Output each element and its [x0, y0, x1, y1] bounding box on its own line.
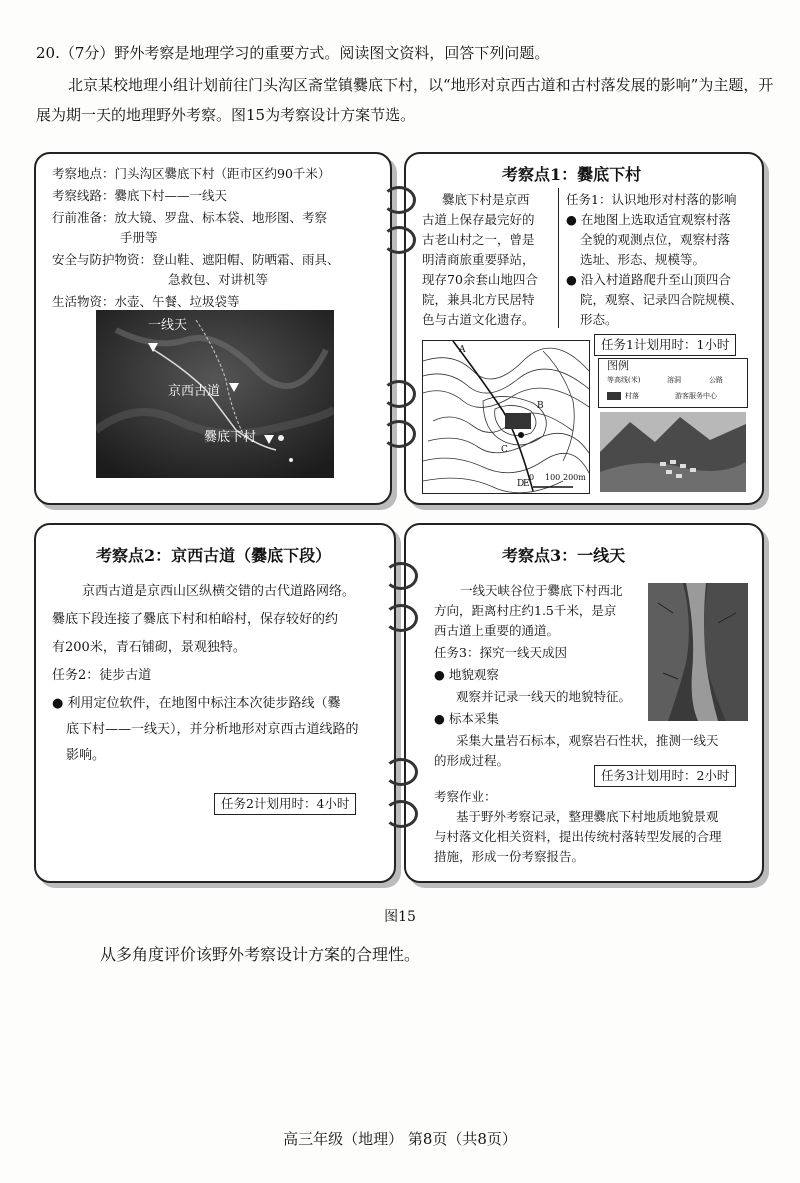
- legend-contour: 等高线(米): [607, 376, 641, 384]
- homework-title: 考察作业：: [434, 789, 497, 804]
- site1-intro-line: 明清商旅重要驿站，: [422, 252, 535, 267]
- map-label-yixiantian: 一线天: [148, 318, 188, 333]
- site3-intro-line: 西古道上重要的通道。: [434, 623, 560, 638]
- site1-task-line: ● 沿入村道路爬升至山顶四合: [566, 272, 731, 287]
- legend-village-swatch: [607, 392, 621, 400]
- site1-intro-line: 院，兼具北方民居特: [422, 292, 535, 307]
- site1-task-line: ● 在地图上选取适宜观察村落: [566, 212, 731, 227]
- site1-intro-line: 爨底下村是京西: [442, 192, 530, 207]
- binder-ring-icon: [382, 186, 416, 214]
- contour-map: [422, 340, 590, 494]
- scale-label-0: 0: [529, 473, 535, 482]
- legend-visitor-center: 游客服务中心: [675, 392, 717, 400]
- question-intro: 北京某校地理小组计划前往门头沟区斋堂镇爨底下村，以“地形对京西古道和古村落发展的影响”为主题，开展为期一天的地理野外考察。图15为考察设计方案节选。: [36, 76, 774, 124]
- satellite-map: [96, 310, 334, 478]
- site1-task-line: 院，观察、记录四合院规模、: [580, 292, 743, 307]
- site1-task-line: 选址、形态、规模等。: [580, 252, 706, 267]
- plan-panel-site3: [404, 523, 764, 883]
- map-point-e: E: [523, 479, 530, 489]
- site3-task: 任务3：探究一线天成因: [434, 645, 567, 660]
- homework-line: 基于野外考察记录，整理爨底下村地质地貌景观: [456, 809, 719, 824]
- homework-line: 与村落文化相关资料，提出传统村落转型发展的合理: [434, 829, 722, 844]
- legend-village: 村落: [625, 392, 639, 400]
- question-header: 20.（7分）野外考察是地理学习的重要方式。阅读图文资料，回答下列问题。: [36, 44, 550, 62]
- site3-sample-text: 采集大量岩石标本，观察岩石性状，推测一线天: [456, 733, 719, 748]
- overview-line: 手册等: [120, 230, 158, 245]
- site3-observe-text: 观察并记录一线天的地貌特征。: [456, 689, 632, 704]
- plan-panel-site2: [34, 523, 396, 883]
- legend-box: [598, 358, 748, 408]
- site2-intro-line: 爨底下段连接了爨底下村和柏峪村，保存较好的约: [52, 612, 339, 627]
- map-label-gudao: 京西古道: [168, 384, 221, 399]
- site1-intro-line: 现存70余套山地四合: [422, 272, 538, 287]
- plan-panel-site1: [404, 152, 764, 505]
- legend-road: 公路: [709, 376, 723, 384]
- site1-task-line: 任务1：认识地形对村落的影响: [566, 192, 737, 207]
- legend-cave: 溶洞: [667, 376, 681, 384]
- binder-ring-icon: [384, 604, 418, 632]
- map-point-d: D: [517, 479, 525, 489]
- binder-ring-icon: [382, 226, 416, 254]
- plan-panel-overview: [34, 152, 392, 505]
- site2-intro-line: 有200米，青石铺砌，景观独特。: [52, 640, 246, 655]
- site1-intro-line: 古老山村之一，曾是: [422, 232, 535, 247]
- site3-title: 考察点3：一线天: [502, 546, 626, 565]
- site1-time-box: 任务1计划用时：1小时: [594, 334, 736, 356]
- map-point-b: B: [537, 401, 544, 411]
- site2-task: 任务2：徒步古道: [52, 668, 152, 683]
- site2-time-box: 任务2计划用时：4小时: [214, 793, 356, 815]
- map-label-village: 爨底下村: [204, 430, 257, 445]
- contour-map-drawing: [423, 341, 589, 493]
- binder-ring-icon: [384, 562, 418, 590]
- site1-intro-line: 色与古道文化遗存。: [422, 312, 535, 327]
- binder-ring-icon: [382, 380, 416, 408]
- site2-title: 考察点2：京西古道（爨底下段）: [96, 546, 332, 565]
- overview-line: 生活物资：水壶、午餐、垃圾袋等: [52, 294, 240, 309]
- binder-ring-icon: [384, 758, 418, 786]
- canyon-photo: [648, 583, 748, 721]
- canyon-photo-drawing: [648, 583, 748, 721]
- site1-task-line: 形态。: [580, 312, 618, 327]
- overview-line: 急救包、对讲机等: [168, 272, 269, 287]
- site3-intro-line: 方向，距离村庄约1.5千米，是京: [434, 603, 617, 618]
- site3-bullet-observe: ● 地貌观察: [434, 667, 499, 682]
- village-block: [505, 413, 531, 429]
- site3-time-box: 任务3计划用时：2小时: [594, 765, 736, 787]
- village-photo: [600, 412, 746, 492]
- overview-line: 安全与防护物资：登山鞋、遮阳帽、防晒霜、雨具、: [52, 252, 340, 267]
- map-point-c: C: [501, 445, 508, 455]
- site3-intro-line: 一线天峡谷位于爨底下村西北: [460, 583, 623, 598]
- page-footer: 高三年级（地理） 第8页（共8页）: [283, 1130, 517, 1148]
- site2-intro-line: 京西古道是京西山区纵横交错的古代道路网络。: [82, 584, 356, 599]
- site1-intro-line: 古道上保存最完好的: [422, 212, 535, 227]
- legend-title: 图例: [607, 359, 629, 372]
- site1-title: 考察点1：爨底下村: [502, 165, 642, 184]
- site1-task-line: 全貌的观测点位，观察村落: [580, 232, 731, 247]
- overview-line: 行前准备：放大镜、罗盘、标本袋、地形图、考察: [52, 210, 328, 225]
- overview-line: 考察线路：爨底下村——一线天: [52, 188, 228, 203]
- figure-caption: 图15: [384, 909, 416, 925]
- site3-sample-text: 的形成过程。: [434, 753, 510, 768]
- site2-bullet-line: ● 利用定位软件，在地图中标注本次徒步路线（爨: [52, 696, 341, 711]
- map-point-a: A: [459, 345, 466, 355]
- scale-label-200: 200m: [563, 473, 586, 482]
- scale-label-100: 100: [545, 473, 561, 482]
- binder-ring-icon: [382, 420, 416, 448]
- homework-line: 措施，形成一份考察报告。: [434, 849, 585, 864]
- overview-line: 考察地点：门头沟区爨底下村（距市区约90千米）: [52, 166, 331, 181]
- site3-bullet-sample: ● 标本采集: [434, 711, 499, 726]
- question-prompt: 从多角度评价该野外考察设计方案的合理性。: [100, 945, 421, 964]
- village-photo-drawing: [600, 412, 746, 492]
- binder-ring-icon: [384, 800, 418, 828]
- site2-bullet-line: 底下村——一线天），并分析地形对京西古道线路的: [66, 722, 359, 737]
- site2-bullet-line: 影响。: [66, 748, 106, 763]
